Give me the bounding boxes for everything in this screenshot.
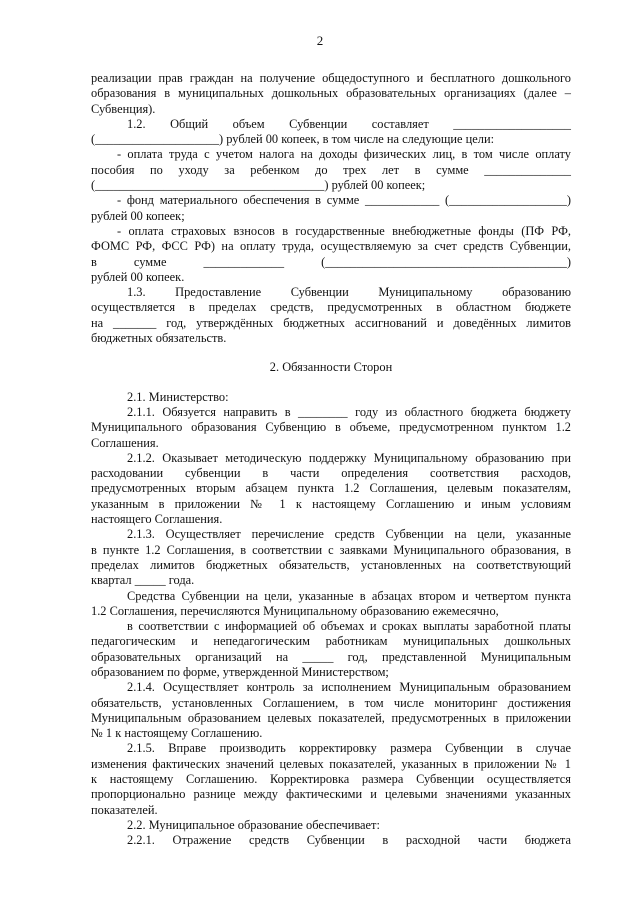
text-line: осуществляется в пределах средств, предусмотренных в областном бюджете [91, 300, 571, 315]
text-line: (____________________) рублей 00 копеек, в том числе на следующие цели: [91, 132, 495, 147]
text-line: к настоящему Соглашению. Корректировка размера Субвенции осуществляется [91, 772, 571, 787]
text-line: 1.2 Соглашения, перечисляются Муниципальному образованию ежемесячно, [91, 603, 499, 618]
text-line: Муниципальным образованием целевых показателей, предусмотренных в приложении [91, 710, 571, 725]
text-line: 1.3. Предоставление Субвенции Муниципальному образованию [127, 285, 571, 300]
text-line: квартал _____ года. [91, 573, 195, 588]
text-line: бюджетных обязательств. [91, 331, 227, 346]
text-line: рублей 00 копеек; [91, 208, 185, 223]
text-line: педагогическим и непедагогическим работникам муниципальных дошкольных [91, 634, 571, 649]
text-line: пропорционально разнице между фактическими и целевыми значениями указанных [91, 787, 571, 802]
text-line: образовательных организаций на _____ год, представленной Муниципальным [91, 649, 571, 664]
text-line: Муниципального образования Субвенцию в объеме, предусмотренном пунктом 1.2 [91, 420, 571, 435]
text-line: - оплата труда с учетом налога на доходы физических лиц, в том числе оплату [117, 147, 571, 162]
text-line: в пункте 1.2 Соглашения, в соответствии с заявками Муниципального образования, в [91, 542, 571, 557]
text-line: № 1 к настоящему Соглашению. [91, 726, 263, 741]
text-line: Соглашения. [91, 435, 159, 450]
text-line: обязательств, установленных Соглашением, в том числе мониторинг достижения [91, 695, 571, 710]
text-line: показателей. [91, 802, 158, 817]
text-line: на _______ год, утверждённых бюджетных ассигнований и доведённых лимитов [91, 315, 571, 330]
text-line: - фонд материального обеспечения в сумме ____________ (___________________) [117, 193, 571, 208]
text-line: ФОМС РФ, ФСС РФ) на оплату труда, осуществляемую за счет средств Субвенции, [91, 239, 571, 254]
text-line: (_____________________________________) рублей 00 копеек; [91, 178, 426, 193]
text-line: 1.2. Общий объем Субвенции составляет ___________________ [127, 116, 571, 131]
text-line: Средства Субвенции на цели, указанные в абзацах втором и четвертом пункта [127, 588, 571, 603]
text-line: 2.1.5. Вправе производить корректировку размера Субвенции в случае [127, 741, 571, 756]
text-line: в соответствии с информацией об объемах и сроках выплаты заработной платы [127, 619, 571, 634]
text-line: пределах лимитов бюджетных обязательств, установленных на соответствующий [91, 557, 571, 572]
text-line: 2.2. Муниципальное образование обеспечивает: [127, 817, 380, 832]
text-line: 2.1.1. Обязуется направить в ________ году из областного бюджета бюджету [127, 404, 571, 419]
text-line: указанным в приложении № 1 к настоящему Соглашению и иным условиям [91, 496, 571, 511]
text-line: расходовании субвенции в части определения соответствия расходов, [91, 466, 571, 481]
text-line: изменения фактических значений целевых показателей, указанных в приложении № 1 [91, 756, 571, 771]
text-line: в сумме _____________ (_______________________________________) [91, 254, 571, 269]
document-body [91, 71, 571, 849]
text-line: реализации прав граждан на получение общедоступного и бесплатного дошкольного [91, 71, 571, 85]
text-line: рублей 00 копеек. [91, 269, 185, 284]
text-line: предусмотренных вторым абзацем пункта 1.2 Соглашения, целевым показателям, [91, 481, 571, 496]
section-heading: 2. Обязанности Сторон [269, 360, 393, 375]
text-line: 2.1.4. Осуществляет контроль за исполнением Муниципальным образованием [127, 680, 571, 695]
text-line: 2.1.2. Оказывает методическую поддержку Муниципальному образованию при [127, 450, 571, 465]
text-line: 2.1.3. Осуществляет перечисление средств Субвенции на цели, указанные [127, 527, 571, 542]
text-line: образования в муниципальных дошкольных образовательных организациях (далее – [91, 86, 571, 101]
page-number: 2 [316, 33, 324, 48]
text-line: образованием по форме, утвержденной Министерством; [91, 664, 389, 679]
text-line: 2.2.1. Отражение средств Субвенции в расходной части бюджета [127, 833, 571, 848]
text-line: пособия по уходу за ребенком до трех лет в сумме ______________ [91, 162, 571, 177]
text-line: Субвенция). [91, 101, 156, 116]
text-line: настоящего Соглашения. [91, 512, 223, 527]
text-line: - оплата страховых взносов в государственные внебюджетные фонды (ПФ РФ, [117, 223, 571, 238]
text-line: 2.1. Министерство: [127, 389, 229, 404]
